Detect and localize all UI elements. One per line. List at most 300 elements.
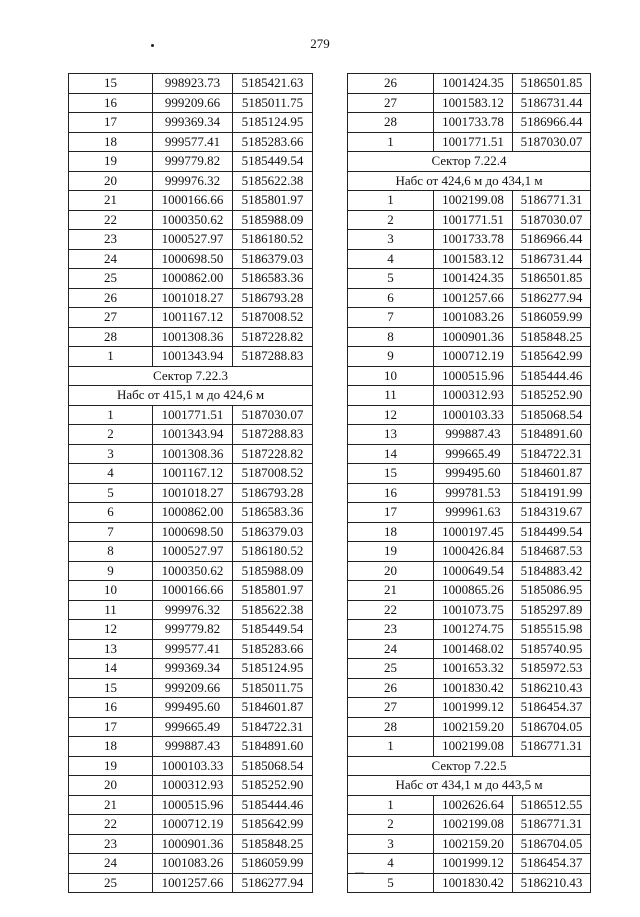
point-number: 28 [348, 113, 434, 133]
coord-x: 999779.82 [153, 620, 233, 640]
coord-y: 5185297.89 [513, 600, 591, 620]
coord-x: 1001771.51 [153, 405, 233, 425]
coord-x: 1001653.32 [434, 659, 513, 679]
table-row [69, 795, 313, 815]
table-row [69, 347, 313, 367]
coord-x: 999781.53 [434, 483, 513, 503]
table-row [69, 815, 313, 835]
table-row [348, 93, 591, 113]
coord-x: 1000312.93 [434, 386, 513, 406]
coord-y: 5187008.52 [233, 464, 313, 484]
coord-y: 5185449.54 [233, 152, 313, 172]
coord-y: 5185421.63 [233, 74, 313, 94]
coord-x: 1001583.12 [434, 93, 513, 113]
table-row [69, 191, 313, 211]
coordinates-table-left [68, 73, 313, 893]
point-number: 13 [69, 639, 153, 659]
coord-y: 5186793.28 [233, 483, 313, 503]
point-number: 28 [348, 717, 434, 737]
table-row [348, 737, 591, 757]
point-number: 6 [69, 503, 153, 523]
coord-y: 5186583.36 [233, 503, 313, 523]
sector-header-row [69, 366, 313, 386]
scan-mark [355, 872, 364, 873]
point-number: 20 [69, 776, 153, 796]
point-number: 4 [348, 249, 434, 269]
coord-x: 1000515.96 [434, 366, 513, 386]
coord-y: 5184722.31 [233, 717, 313, 737]
coord-x: 1000312.93 [153, 776, 233, 796]
table-row [69, 503, 313, 523]
coord-y: 5186379.03 [233, 522, 313, 542]
point-number: 27 [69, 308, 153, 328]
table-row [348, 308, 591, 328]
coord-x: 1000527.97 [153, 230, 233, 250]
coord-x: 999495.60 [434, 464, 513, 484]
coord-y: 5186180.52 [233, 542, 313, 562]
coord-x: 1000426.84 [434, 542, 513, 562]
coord-x: 1001468.02 [434, 639, 513, 659]
coord-x: 1000712.19 [434, 347, 513, 367]
table-row [348, 210, 591, 230]
coord-y: 5185972.53 [513, 659, 591, 679]
coord-y: 5187288.83 [233, 425, 313, 445]
point-number: 21 [69, 795, 153, 815]
table-row [69, 444, 313, 464]
coord-y: 5186771.31 [513, 737, 591, 757]
coord-y: 5184687.53 [513, 542, 591, 562]
coord-y: 5184722.31 [513, 444, 591, 464]
table-row [69, 249, 313, 269]
coord-y: 5186454.37 [513, 698, 591, 718]
point-number: 10 [69, 581, 153, 601]
table-row [69, 522, 313, 542]
coord-y: 5184891.60 [233, 737, 313, 757]
table-row [348, 366, 591, 386]
sector-header: Набс от 415,1 м до 424,6 м [69, 386, 313, 406]
coord-y: 5185449.54 [233, 620, 313, 640]
table-row [348, 834, 591, 854]
coord-x: 1001424.35 [434, 74, 513, 94]
coord-x: 999495.60 [153, 698, 233, 718]
table-row [69, 620, 313, 640]
point-number: 24 [69, 854, 153, 874]
coord-y: 5185622.38 [233, 600, 313, 620]
table-row [69, 737, 313, 757]
sector-header: Сектор 7.22.4 [348, 152, 591, 172]
point-number: 11 [69, 600, 153, 620]
point-number: 19 [69, 152, 153, 172]
coord-y: 5186731.44 [513, 249, 591, 269]
coord-x: 1000698.50 [153, 522, 233, 542]
point-number: 3 [348, 230, 434, 250]
sector-header-row [348, 171, 591, 191]
coord-y: 5185801.97 [233, 191, 313, 211]
table-row [348, 717, 591, 737]
coord-y: 5186180.52 [233, 230, 313, 250]
table-row [348, 74, 591, 94]
table-row [348, 249, 591, 269]
coord-x: 999887.43 [434, 425, 513, 445]
coord-x: 1000865.26 [434, 581, 513, 601]
coord-x: 1000901.36 [153, 834, 233, 854]
coord-y: 5186059.99 [233, 854, 313, 874]
coord-y: 5184601.87 [233, 698, 313, 718]
table-row [69, 698, 313, 718]
point-number: 17 [69, 113, 153, 133]
table-row [348, 815, 591, 835]
table-row [348, 327, 591, 347]
point-number: 12 [69, 620, 153, 640]
table-row [69, 171, 313, 191]
point-number: 19 [69, 756, 153, 776]
table-row [69, 776, 313, 796]
scan-speck [151, 44, 154, 47]
coord-x: 1000649.54 [434, 561, 513, 581]
coord-y: 5185283.66 [233, 639, 313, 659]
coord-x: 1000166.66 [153, 581, 233, 601]
coord-x: 1000862.00 [153, 503, 233, 523]
sector-header: Сектор 7.22.5 [348, 756, 591, 776]
table-row [348, 503, 591, 523]
point-number: 27 [348, 93, 434, 113]
coord-x: 1000350.62 [153, 210, 233, 230]
coord-x: 999577.41 [153, 639, 233, 659]
coord-y: 5185444.46 [513, 366, 591, 386]
coord-x: 1001343.94 [153, 425, 233, 445]
point-number: 8 [348, 327, 434, 347]
table-row [69, 308, 313, 328]
point-number: 25 [69, 269, 153, 289]
sector-header: Набс от 424,6 м до 434,1 м [348, 171, 591, 191]
point-number: 2 [69, 425, 153, 445]
point-number: 22 [69, 815, 153, 835]
coord-x: 1000350.62 [153, 561, 233, 581]
point-number: 14 [348, 444, 434, 464]
coord-x: 1002199.08 [434, 737, 513, 757]
point-number: 1 [348, 795, 434, 815]
coord-x: 1000862.00 [153, 269, 233, 289]
coord-y: 5185011.75 [233, 678, 313, 698]
coord-y: 5185068.54 [233, 756, 313, 776]
point-number: 18 [348, 522, 434, 542]
coord-y: 5187030.07 [233, 405, 313, 425]
coord-y: 5186771.31 [513, 815, 591, 835]
coord-x: 1002159.20 [434, 717, 513, 737]
point-number: 6 [348, 288, 434, 308]
coord-x: 1001771.51 [434, 132, 513, 152]
point-number: 15 [348, 464, 434, 484]
coord-x: 1001167.12 [153, 308, 233, 328]
table-row [69, 113, 313, 133]
coord-y: 5185622.38 [233, 171, 313, 191]
table-row [348, 230, 591, 250]
table-row [69, 230, 313, 250]
coord-x: 1001733.78 [434, 113, 513, 133]
point-number: 5 [348, 873, 434, 893]
coord-x: 1001999.12 [434, 854, 513, 874]
coord-x: 1000103.33 [434, 405, 513, 425]
point-number: 14 [69, 659, 153, 679]
point-number: 23 [69, 834, 153, 854]
point-number: 4 [348, 854, 434, 874]
coord-x: 1001257.66 [153, 873, 233, 893]
sector-header-row [348, 776, 591, 796]
table-row [348, 132, 591, 152]
point-number: 15 [69, 678, 153, 698]
table-row [69, 678, 313, 698]
coord-y: 5186583.36 [233, 269, 313, 289]
coord-x: 998923.73 [153, 74, 233, 94]
point-number: 9 [69, 561, 153, 581]
coord-x: 1002199.08 [434, 191, 513, 211]
table-row [348, 191, 591, 211]
point-number: 8 [69, 542, 153, 562]
point-number: 5 [348, 269, 434, 289]
sector-header-row [348, 152, 591, 172]
point-number: 1 [348, 737, 434, 757]
coord-y: 5186704.05 [513, 717, 591, 737]
coord-x: 999209.66 [153, 678, 233, 698]
coord-x: 1001343.94 [153, 347, 233, 367]
table-row [348, 483, 591, 503]
point-number: 3 [348, 834, 434, 854]
point-number: 21 [348, 581, 434, 601]
coord-x: 1000197.45 [434, 522, 513, 542]
table-row [348, 405, 591, 425]
coord-y: 5186210.43 [513, 873, 591, 893]
coord-x: 1001083.26 [153, 854, 233, 874]
coord-y: 5186379.03 [233, 249, 313, 269]
table-row [69, 132, 313, 152]
table-row [69, 659, 313, 679]
table-row [348, 581, 591, 601]
coord-y: 5187288.83 [233, 347, 313, 367]
coord-y: 5185515.98 [513, 620, 591, 640]
coord-y: 5185642.99 [513, 347, 591, 367]
table-row [69, 464, 313, 484]
coord-y: 5186704.05 [513, 834, 591, 854]
coord-y: 5186454.37 [513, 854, 591, 874]
coord-x: 1001771.51 [434, 210, 513, 230]
table-row [69, 873, 313, 893]
coord-y: 5185444.46 [233, 795, 313, 815]
coord-y: 5187030.07 [513, 210, 591, 230]
table-row [348, 854, 591, 874]
coord-y: 5185124.95 [233, 113, 313, 133]
coord-y: 5187030.07 [513, 132, 591, 152]
coord-y: 5187228.82 [233, 444, 313, 464]
table-row [348, 444, 591, 464]
coord-x: 999976.32 [153, 171, 233, 191]
coord-x: 1001018.27 [153, 483, 233, 503]
coord-x: 1000166.66 [153, 191, 233, 211]
point-number: 28 [69, 327, 153, 347]
coord-x: 999209.66 [153, 93, 233, 113]
coord-x: 1000712.19 [153, 815, 233, 835]
point-number: 16 [69, 698, 153, 718]
table-row [348, 678, 591, 698]
coord-y: 5185801.97 [233, 581, 313, 601]
point-number: 15 [69, 74, 153, 94]
coord-y: 5184891.60 [513, 425, 591, 445]
table-row [348, 795, 591, 815]
table-row [69, 269, 313, 289]
table-row [69, 405, 313, 425]
coord-x: 1001167.12 [153, 464, 233, 484]
coord-x: 1001733.78 [434, 230, 513, 250]
point-number: 18 [69, 132, 153, 152]
table-row [348, 639, 591, 659]
coord-y: 5185011.75 [233, 93, 313, 113]
point-number: 25 [348, 659, 434, 679]
point-number: 7 [348, 308, 434, 328]
table-row [348, 600, 591, 620]
table-row [348, 698, 591, 718]
table-row [348, 288, 591, 308]
table-row [69, 288, 313, 308]
point-number: 1 [348, 191, 434, 211]
point-number: 27 [348, 698, 434, 718]
coord-y: 5185988.09 [233, 210, 313, 230]
coordinates-table-right [347, 73, 591, 893]
table-row [69, 425, 313, 445]
coord-y: 5187228.82 [233, 327, 313, 347]
coord-y: 5185642.99 [233, 815, 313, 835]
table-row [69, 483, 313, 503]
coord-y: 5185848.25 [233, 834, 313, 854]
coord-y: 5185068.54 [513, 405, 591, 425]
table-row [69, 717, 313, 737]
coord-y: 5185283.66 [233, 132, 313, 152]
table-row [348, 464, 591, 484]
table-row [348, 873, 591, 893]
point-number: 1 [69, 347, 153, 367]
table-row [348, 620, 591, 640]
point-number: 13 [348, 425, 434, 445]
point-number: 2 [348, 815, 434, 835]
coord-x: 1002199.08 [434, 815, 513, 835]
point-number: 10 [348, 366, 434, 386]
table-row [69, 834, 313, 854]
coord-y: 5186966.44 [513, 230, 591, 250]
point-number: 25 [69, 873, 153, 893]
coord-x: 1001308.36 [153, 327, 233, 347]
point-number: 4 [69, 464, 153, 484]
page-number: 279 [310, 36, 330, 51]
table-row [348, 659, 591, 679]
point-number: 23 [348, 620, 434, 640]
point-number: 5 [69, 483, 153, 503]
point-number: 22 [348, 600, 434, 620]
table-row [69, 74, 313, 94]
coord-x: 999976.32 [153, 600, 233, 620]
coord-y: 5186793.28 [233, 288, 313, 308]
table-row [348, 425, 591, 445]
coord-x: 1002626.64 [434, 795, 513, 815]
coord-y: 5185988.09 [233, 561, 313, 581]
table-row [69, 756, 313, 776]
coord-y: 5186059.99 [513, 308, 591, 328]
point-number: 19 [348, 542, 434, 562]
coord-y: 5186210.43 [513, 678, 591, 698]
coord-x: 1000515.96 [153, 795, 233, 815]
coord-x: 999665.49 [153, 717, 233, 737]
coord-x: 999369.34 [153, 113, 233, 133]
table-row [69, 93, 313, 113]
coord-x: 1001308.36 [153, 444, 233, 464]
table-row [348, 269, 591, 289]
coord-x: 1001999.12 [434, 698, 513, 718]
coord-y: 5186512.55 [513, 795, 591, 815]
coord-x: 1000103.33 [153, 756, 233, 776]
point-number: 9 [348, 347, 434, 367]
coord-y: 5185740.95 [513, 639, 591, 659]
coord-x: 1000527.97 [153, 542, 233, 562]
coord-x: 999887.43 [153, 737, 233, 757]
table-row [69, 152, 313, 172]
sector-header-row [348, 756, 591, 776]
coord-x: 1000698.50 [153, 249, 233, 269]
coord-x: 1001830.42 [434, 873, 513, 893]
table-row [348, 561, 591, 581]
table-row [69, 581, 313, 601]
coord-y: 5184499.54 [513, 522, 591, 542]
table-row [348, 113, 591, 133]
coord-x: 1002159.20 [434, 834, 513, 854]
coord-x: 1000901.36 [434, 327, 513, 347]
table-row [348, 386, 591, 406]
coord-y: 5184319.67 [513, 503, 591, 523]
coord-x: 999369.34 [153, 659, 233, 679]
table-row [348, 522, 591, 542]
point-number: 16 [69, 93, 153, 113]
coord-x: 1001830.42 [434, 678, 513, 698]
table-row [69, 561, 313, 581]
table-row [348, 542, 591, 562]
coord-y: 5185252.90 [233, 776, 313, 796]
sector-header-row [69, 386, 313, 406]
coord-y: 5186966.44 [513, 113, 591, 133]
point-number: 1 [348, 132, 434, 152]
coord-y: 5186277.94 [513, 288, 591, 308]
coord-y: 5184191.99 [513, 483, 591, 503]
coord-x: 1001073.75 [434, 600, 513, 620]
coord-x: 1001083.26 [434, 308, 513, 328]
coord-y: 5185848.25 [513, 327, 591, 347]
point-number: 17 [348, 503, 434, 523]
point-number: 22 [69, 210, 153, 230]
coord-x: 1001583.12 [434, 249, 513, 269]
coord-y: 5186771.31 [513, 191, 591, 211]
coord-y: 5184601.87 [513, 464, 591, 484]
coord-y: 5186277.94 [233, 873, 313, 893]
coord-x: 1001424.35 [434, 269, 513, 289]
table-row [69, 600, 313, 620]
coord-y: 5186501.85 [513, 74, 591, 94]
coord-x: 1001274.75 [434, 620, 513, 640]
point-number: 2 [348, 210, 434, 230]
coord-x: 999961.63 [434, 503, 513, 523]
coord-x: 999577.41 [153, 132, 233, 152]
point-number: 21 [69, 191, 153, 211]
point-number: 11 [348, 386, 434, 406]
coord-y: 5186501.85 [513, 269, 591, 289]
point-number: 24 [348, 639, 434, 659]
coord-y: 5185252.90 [513, 386, 591, 406]
point-number: 17 [69, 717, 153, 737]
table-row [69, 210, 313, 230]
